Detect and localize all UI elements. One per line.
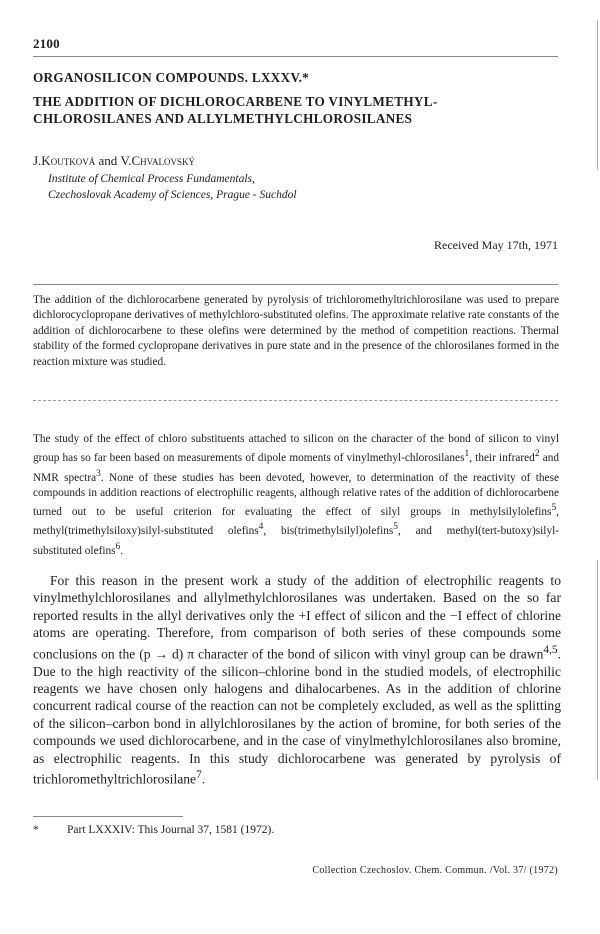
footnote-rule bbox=[33, 816, 183, 817]
abstract-bottom-rule bbox=[33, 400, 558, 401]
affiliation-line-1: Institute of Chemical Process Fundamentals, bbox=[48, 173, 255, 185]
series-title: ORGANOSILICON COMPOUNDS. LXXXV.* bbox=[33, 70, 310, 85]
page-number: 2100 bbox=[33, 36, 60, 51]
article-title-line-2: CHLOROSILANES AND ALLYLMETHYLCHLOROSILANES bbox=[33, 111, 413, 126]
abstract-top-rule bbox=[33, 284, 558, 285]
ref-5b: 5 bbox=[393, 522, 398, 533]
ref-4: 4 bbox=[258, 522, 264, 533]
authors bbox=[33, 153, 195, 169]
ref-5a: 5 bbox=[551, 503, 557, 514]
author-chvalovsky: V.Chvalovský bbox=[120, 153, 195, 168]
ref-6: 6 bbox=[115, 541, 121, 552]
author-separator: and bbox=[95, 153, 121, 168]
main-body-paragraph: For this reason in the present work a study of the addition of electrophilic reagents to vinylmethylchlorosilanes and allylmethylchlorosilanes was undertaken. Based on the so far reported results in the allyl derivatives only the +I effect of silicon and the −I effect of chlorine atoms are operating. Therefore, from comparison of both series of these compounds some conclusions on the (p → d) π character of the bond of silicon with vinyl group can be drawn$^{4,5}$. Due to the high reactivity of the silicon–chlorine bond in the studied models, of electrophilic reagents we have chosen only halogens and dihalocarbenes. As in the addition of chlorine concurrent radical course of the reaction can not be completely excluded, as well as the splitting of the silicon–carbon bond in allylchlorosilanes by the action of bromine, for both series of the compounds we used dichlorocarbene, and in the case of vinylmethylchlorosilanes also bromine, as electrophilic reagents. In this study dichlorocarbene was generated by pyrolysis of trichloromethyltrichlorosilane$^7$. bbox=[33, 573, 561, 787]
footnote-text: Part LXXXIV: This Journal 37, 1581 (1972). bbox=[67, 824, 275, 836]
introduction-paragraph: The study of the effect of chloro substituents attached to silicon on the character of the bond of silicon to vinyl group has so far been based on measurements of dipole moments of vinylmethyl-chlorosilanes$^1$, their infrared$^2$ and NMR spectra$^3$. None of these studies has been devoted, however, to determination of the reactivity of these compounds in addition reactions of electrophilic reagents, although relative rates of the addition of dichlorocarbene turned out to be useful criterion for evaluating the effect of silyl groups in methylsilylolefins$^5$, methyl(trimethylsiloxy)silyl-substituted olefins$^4$, bis(trimethylsilyl)olefins$^5$, and methyl(tert-butoxy)silyl-substituted olefins$^6$. bbox=[33, 433, 559, 557]
scan-edge-mark bbox=[597, 560, 598, 780]
ref-1: 1 bbox=[464, 449, 470, 460]
ref-3: 3 bbox=[96, 468, 101, 479]
author-koutkova: J.Koutková bbox=[33, 153, 96, 168]
ref-7: 7 bbox=[196, 769, 202, 781]
abstract: The addition of the dichlorocarbene generated by pyrolysis of trichloromethyltrichlorosilane was used to prepare dichlorocyclopropane derivatives of methylchloro-substituted olefins. The approximate relative rate constants of the addition of dichlorocarbene to these olefins were determined by the method of competition reactions. Thermal stability of the formed cyclopropane derivatives in pure state and in the presence of the chlorosilanes formed in the reaction mixture was studied. bbox=[33, 294, 559, 368]
ref-2: 2 bbox=[534, 449, 540, 460]
article-title-line-1: THE ADDITION OF DICHLOROCARBENE TO VINYLMETHYL- bbox=[33, 94, 438, 109]
header-rule bbox=[33, 56, 558, 57]
journal-colophon: Collection Czechoslov. Chem. Commun. /Vol. 37/ (1972) bbox=[312, 865, 558, 876]
footnote bbox=[33, 824, 274, 836]
ref-4-5: 4,5 bbox=[543, 643, 558, 656]
affiliation-line-2: Czechoslovak Academy of Sciences, Prague - Suchdol bbox=[48, 189, 297, 201]
footnote-marker: * bbox=[33, 824, 39, 836]
received-date: Received May 17th, 1971 bbox=[434, 238, 558, 252]
scan-edge-mark bbox=[597, 20, 598, 170]
